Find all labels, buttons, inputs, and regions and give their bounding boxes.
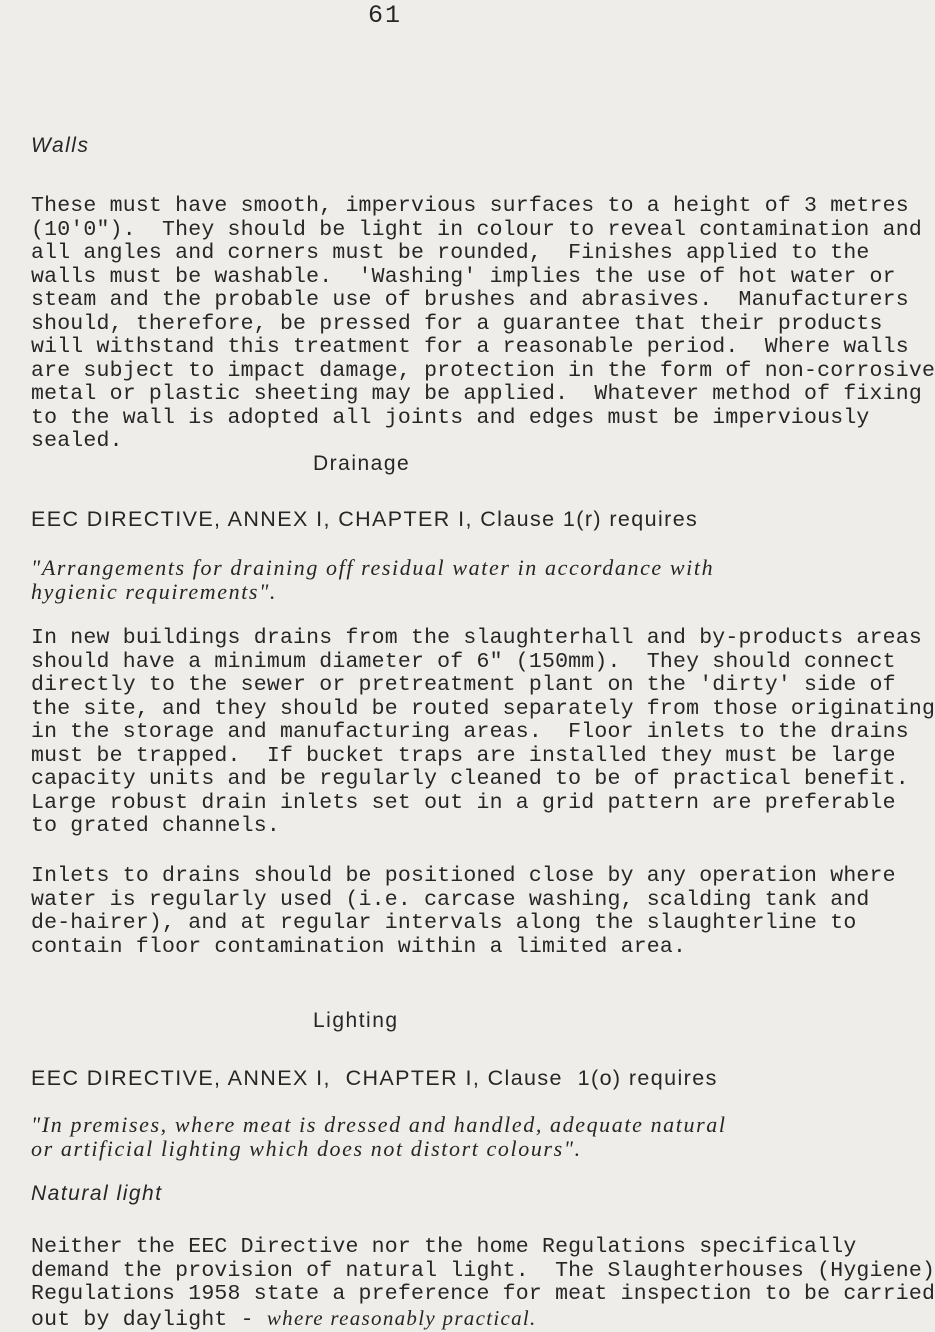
lighting-directive: EEC DIRECTIVE, ANNEX I, CHAPTER I, Clause 1(o) requires: [31, 1066, 718, 1090]
lighting-paragraph: [31, 1235, 935, 1332]
walls-paragraph: These must have smooth, impervious surfaces to a height of 3 metres (10'0"). They should be light in colour to reveal contamination and all angles and corners must be rounded, Finishes applied to the walls must be washable. 'Washing' implies the use of hot water or steam and the probable use of brushes and abrasives. Manufacturers should, therefore, be pressed for a guarantee that their products will withstand this treatment for a reasonable period. Where walls are subject to impact damage, protection in the form of non-corrosive metal or plastic sheeting may be applied. Whatever method of fixing to the wall is adopted all joints and edges must be imperviously sealed.: [31, 194, 935, 453]
drainage-paragraph-2: Inlets to drains should be positioned close by any operation where water is regularly used (i.e. carcase washing, scalding tank and de-hairer), and at regular intervals along the slaughterline to contain floor contamination within a limited area.: [31, 864, 896, 959]
drainage-quote: "Arrangements for draining off residual water in accordance with hygienic requirements".: [31, 555, 715, 604]
natural-light-subheading: Natural light: [31, 1182, 163, 1205]
lighting-quote: "In premises, where meat is dressed and handled, adequate natural or artificial lighting which does not distort colours".: [31, 1112, 727, 1161]
drainage-heading: Drainage: [313, 452, 411, 475]
walls-heading: Walls: [31, 134, 90, 157]
lighting-paragraph-italic: where reasonably practical.: [266, 1305, 537, 1330]
drainage-paragraph-1: In new buildings drains from the slaughterhall and by-products areas should have a minimum diameter of 6" (150mm). They should connect directly to the sewer or pretreatment plant on the 'dirty' side of the site, and they should be routed separately from those originating in the storage and manufacturing areas. Floor inlets to the drains must be trapped. If bucket traps are installed they must be large capacity units and be regularly cleaned to be of practical benefit. Large robust drain inlets set out in a grid pattern are preferable to grated channels.: [31, 626, 935, 838]
page-number: 61: [368, 1, 403, 30]
drainage-directive: EEC DIRECTIVE, ANNEX I, CHAPTER I, Clause 1(r) requires: [31, 507, 699, 531]
lighting-paragraph-text: Neither the EEC Directive nor the home Regulations specifically demand the provision of natural light. The Slaughterhouses (Hygiene) Regulations 1958 state a preference for meat inspection to be carried out by daylight -: [31, 1235, 935, 1332]
lighting-heading: Lighting: [313, 1009, 399, 1032]
